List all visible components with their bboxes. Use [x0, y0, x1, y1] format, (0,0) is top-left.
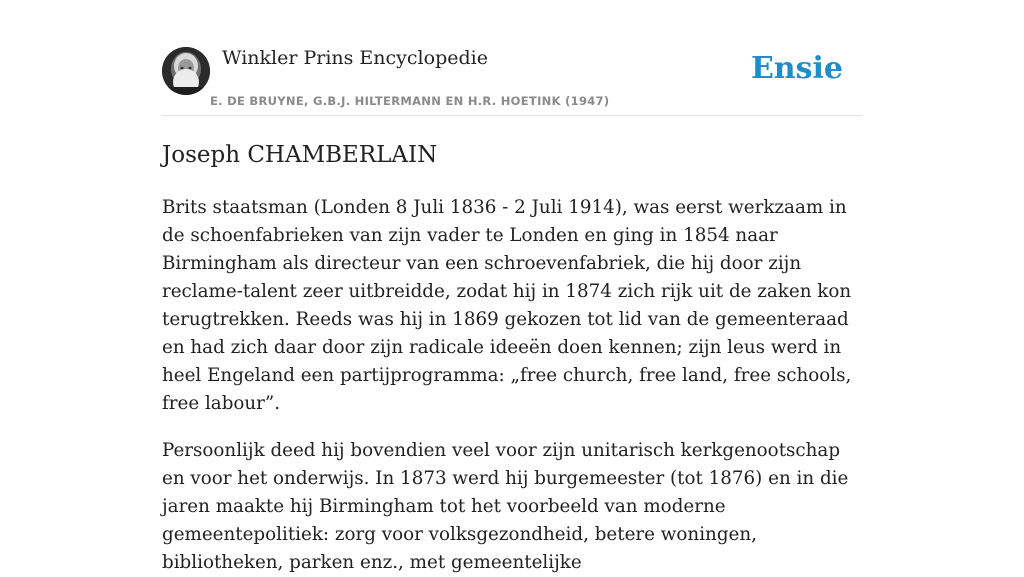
source-header [162, 0, 862, 116]
page [162, 0, 862, 577]
author-avatar[interactable] [162, 47, 210, 95]
article-paragraph: Brits staatsman (Londen 8 Juli 1836 - 2 Juli 1914), was eerst werkzaam in de schoenfabrieken van zijn vader te Londen en ging in 1854 naar Birmingham als directeur van een schroevenfabriek, die hij door zijn reclame-talent zeer uitbreidde, zodat hij in 1874 zich rijk uit de zaken kon terugtrekken. Reeds was hij in 1869 gekozen tot lid van de gemeenteraad en had zich daar door zijn radicale ideeën doen kennen; zijn leus werd in heel Engeland een partijprogramma: „free church, free land, free schools, free labour”. [162, 197, 852, 414]
source-title[interactable]: Winkler Prins Encyclopedie [222, 47, 488, 69]
article-paragraph: Persoonlijk deed hij bovendien veel voor zijn unitarisch kerkgenootschap en voor het onderwijs. In 1873 werd hij burgemeester (tot 1876) en in die jaren maakte hij Birmingham tot het voorbeeld van moderne gemeentepolitiek: zorg voor volksgezondheid, betere woningen, bibliotheken, parken enz., met gemeentelijke [162, 440, 849, 573]
ensie-logo[interactable]: Ensie [750, 51, 843, 86]
article-body [162, 194, 862, 577]
source-authors: E. DE BRUYNE, G.B.J. HILTERMANN EN H.R. HOETINK (1947) [210, 94, 610, 108]
article-title: Joseph CHAMBERLAIN [162, 142, 438, 168]
author-portrait-image [162, 47, 210, 95]
